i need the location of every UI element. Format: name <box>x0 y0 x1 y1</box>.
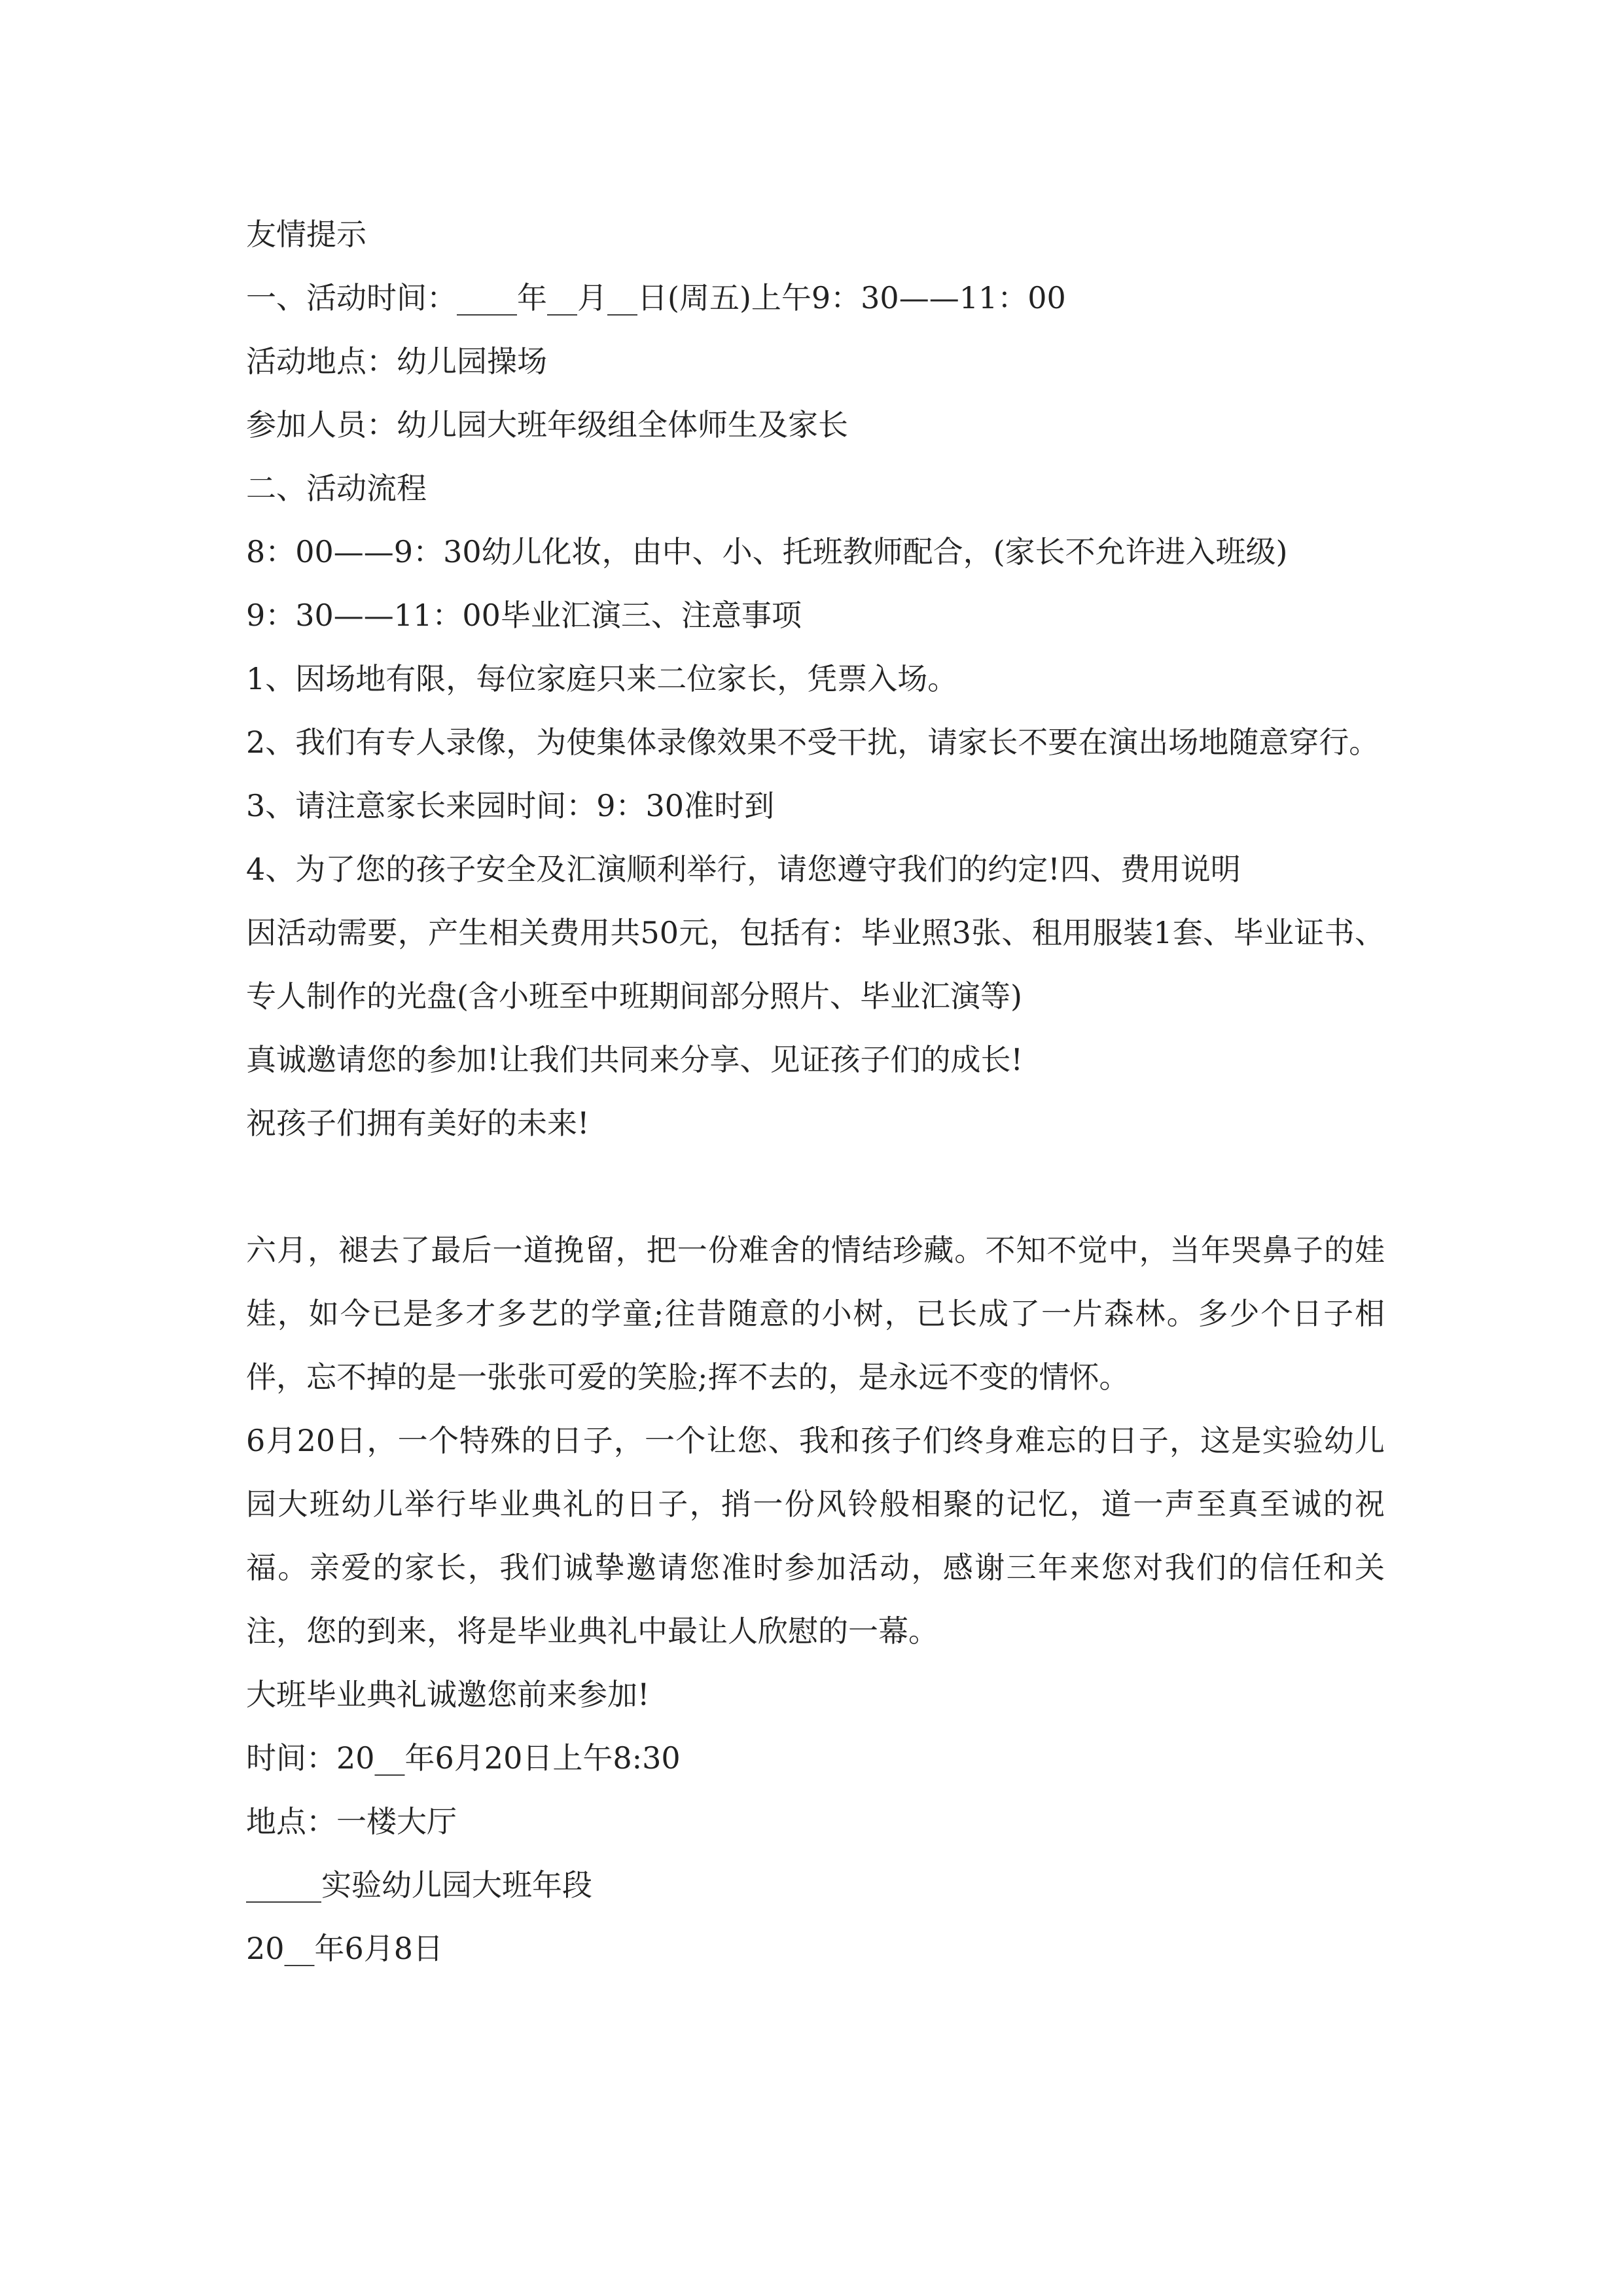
ceremony-invite: 大班毕业典礼诚邀您前来参加! <box>246 1677 650 1712</box>
note-item-2: 2、我们有专人录像，为使集体录像效果不受干扰，请家长不要在演出场地随意穿行。 <box>246 725 1380 760</box>
process-item-1: 8：00——9：30幼儿化妆，由中、小、托班教师配合，(家长不允许进入班级) <box>246 534 1288 569</box>
process-heading: 二、活动流程 <box>246 471 427 506</box>
invitation-line: 真诚邀请您的参加!让我们共同来分享、见证孩子们的成长! <box>246 1042 1023 1077</box>
notice-title: 友情提示 <box>246 217 366 252</box>
wish-line: 祝孩子们拥有美好的未来! <box>246 1105 590 1141</box>
activity-time: 一、活动时间：____年__月__日(周五)上午9：30——11：00 <box>246 280 1066 315</box>
letter-paragraph-2: 6月20日，一个特殊的日子，一个让您、我和孩子们终身难忘的日子，这是实验幼儿园大班幼儿举行毕业典礼的日子，捎一份风铃般相聚的记忆，道一声至真至诚的祝福。亲爱的家长，我们诚挚邀请您准时参加活动，感谢三年来您对我们的信任和关注，您的到来，将是毕业典礼中最让人欣慰的一幕。 <box>246 1423 1385 1649</box>
signature-line: _____实验幼儿园大班年段 <box>246 1867 592 1903</box>
note-item-3: 3、请注意家长来园时间：9：30准时到 <box>246 788 775 823</box>
fee-description: 因活动需要，产生相关费用共50元，包括有：毕业照3张、租用服装1套、毕业证书、专人制作的光盘(含小班至中班期间部分照片、毕业汇演等) <box>246 915 1385 1014</box>
ceremony-location: 地点：一楼大厅 <box>246 1804 457 1839</box>
date-line: 20__年6月8日 <box>246 1931 444 1966</box>
activity-participants: 参加人员：幼儿园大班年级组全体师生及家长 <box>246 407 848 442</box>
section-gap <box>246 1155 1385 1219</box>
note-item-1: 1、因场地有限，每位家庭只来二位家长，凭票入场。 <box>246 661 958 696</box>
ceremony-time: 时间：20__年6月20日上午8:30 <box>246 1740 681 1776</box>
document-body <box>246 203 1385 1981</box>
note-item-4: 4、为了您的孩子安全及汇演顺利举行，请您遵守我们的约定!四、费用说明 <box>246 852 1241 887</box>
activity-location: 活动地点：幼儿园操场 <box>246 344 547 379</box>
letter-paragraph-1: 六月，褪去了最后一道挽留，把一份难舍的情结珍藏。不知不觉中，当年哭鼻子的娃娃，如今已是多才多艺的学童;往昔随意的小树，已长成了一片森林。多少个日子相伴，忘不掉的是一张张可爱的笑脸;挥不去的，是永远不变的情怀。 <box>246 1232 1385 1395</box>
process-item-2: 9：30——11：00毕业汇演三、注意事项 <box>246 598 802 633</box>
